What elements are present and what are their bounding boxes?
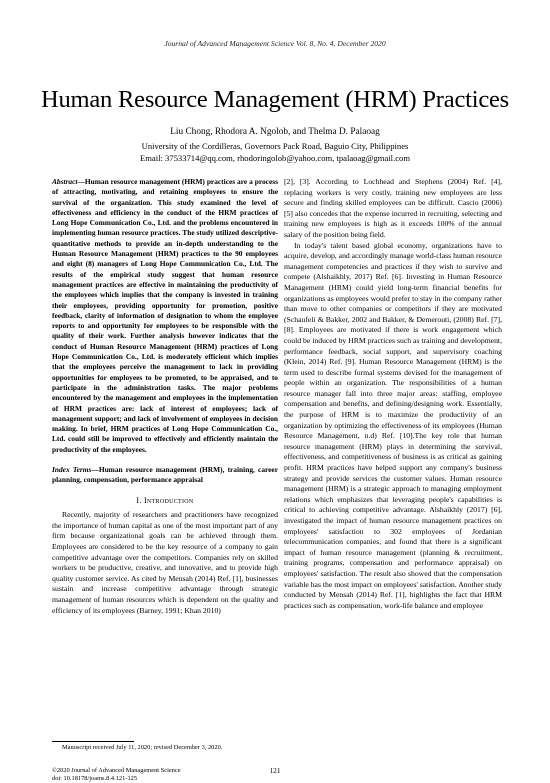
body-paragraph-1: [2], [3]. According to Lochhead and Stephens (2004) Ref. [4], replacing workers is very costly, training new employees are less secure and finding skilled employees can be difficult. Cascio (2006) [5] also concedes that the expense incurred in recruiting, selecting and training new employees is high as it exceeds 100% of the annual salary of the position being field. bbox=[284, 177, 502, 239]
author-list: Liu Chong, Rhodora A. Ngolob, and Thelma D. Palaoag bbox=[170, 127, 380, 137]
index-terms-label: Index Terms bbox=[52, 465, 92, 475]
author-emails: Email: 37533714@qq.com, rhodoringolob@yahoo.com, tpalaoag@gmail.com bbox=[139, 153, 411, 163]
manuscript-footnote: Manuscript received July 11, 2020; revised December 3, 2020. bbox=[62, 744, 223, 751]
page-number: 121 bbox=[269, 766, 281, 775]
paper-title: Human Resource Management (HRM) Practices bbox=[40, 86, 510, 113]
affiliation: University of the Cordilleras, Governors Pack Road, Baguio City, Philippines bbox=[141, 141, 409, 151]
running-head: Journal of Advanced Management Science Vol. 8, No. 4, December 2020 bbox=[164, 39, 386, 48]
introduction-paragraph: Recently, majority of researchers and practitioners have recognized the importance of human capital as one of the most important part of any firm because organizational goals can be achieved through them. Employees are considered to be the key resource of a company to gain competitive advantage over the competitors. Companies rely on skilled workers to be productive, creative, and innovative, and to provide high quality customer service. As cited by Mensah (2014) Ref. [1], businesses sustain and increase competitive advantage through strategic management of human resources which is dependent on the quality and efficiency of its employees (Barney, 1991; Khan 2010) bbox=[52, 510, 278, 615]
left-column bbox=[52, 177, 278, 616]
abstract-label: Abstract bbox=[52, 177, 78, 186]
index-terms bbox=[52, 465, 278, 486]
body-paragraph-2: In today's talent based global economy, organizations have to acquire, develop, and accordingly manage world-class human resource management competencies and practices if they wish to survive and compete (Alshaikhly, 2017) Ref. [6]. Investing in Human Resource Management (HRM) could yield long-term financial benefits for organizations as employees would prefer to stay in the company rather than move to other companies or competitors if they are motivated (Schaufeli & Bakker, 2002 and Bakker, & Demerouti, (2008) Ref. [7], [8]. Employees are motivated if there is work engagement which could be induced by HRM practices such as training and development, performance feedback, social support, and supervisory coaching (Klein, 2014) Ref. [9]. Human Resource Management (HRM) is the term used to describe formal systems devised for the management of people within an organization. The responsibilities of a human resource manager fall into three major areas: staffing, employee compensation and benefits, and defining/designing work. Essentially, the purpose of HRM is to maximize the productivity of an organization by optimizing the effectiveness of its employees (Human Resource Management, n.d) Ref. [10].The key role that human resource management (HRM) plays in determining the survival, effectiveness, and competitiveness of business is as critical as gaining profit. HRM practices have helped support any company's business strategy and provide services the customer values. Human resource management (HRM) is a strategic approach to managing employment relations which emphasizes that leveraging people's capabilities is critical to achieving competitive advantage. Alshaikhly (2017) [6], investigated the impact of human resource management practices on employees' satisfaction to 302 employees of Jordanian telecommunication companies, and found that there is a significant impact of human resource management (planning & recruitment, training programs, compensation and performance appraisal) on employees' satisfaction. The result also showed that the compensation variable has the most impact on employees' satisfaction. Another study conducted by Mensah (2014) Ref. [1], highlights the fact that HRM practices such as compensation, work-life balance and employee bbox=[284, 240, 502, 610]
footnote-divider bbox=[52, 741, 134, 742]
doi: doi: 10.18178/joams.8.4.121-125 bbox=[52, 775, 138, 782]
copyright-notice: ©2020 Journal of Advanced Management Science bbox=[52, 767, 181, 774]
index-terms-text: —Human resource management (HRM), training, career planning, compensation, performance appraisal bbox=[52, 465, 278, 485]
right-column bbox=[284, 177, 502, 611]
section-heading-introduction: I. Introduction bbox=[136, 495, 194, 505]
abstract-text: —Human resource management (HRM) practices are a process of attracting, motivating, and retaining employees to ensure the survival of the organization. This study examined the level of effectiveness and efficiency in the conduct of the HRM practices of Long Hope Communication Co., Ltd. and the problems encountered in implementing human resource practices. The study utilized descriptive- quantitative methods to provide an in-depth understanding to the Human Resource Management (HRM) practices to the 90 employees and eight (8) managers of Long Hope Communication Co., Ltd. The results of the empirical study suggest that human resource management practices are effective in maintaining the productivity of the employees which implies that the company is invested in training their employees, providing opportunity for promotion, positive feedback, clarity of information of designation to whom the employee reports to and opportunity for employees to be responsible with the quality of their work. Further analysis however indicates that the conduct of Human Resource Management (HRM) practices of Long Hope Communication Co., Ltd. is moderately efficient which implies that the employees perceive the management to lack in providing opportunities for employees to be promoted, to be appraised, and to participate in the administration tasks. The major problems encountered by the management and employees in the implementation of HRM practices are: lack of interest of employees; lack of management support; and lack of involvement of employees in decision making. In brief, HRM practices of Long Hope Communication Co., Ltd. could still be improved to effectively and efficiently maintain the productivity of the employees. bbox=[52, 177, 278, 454]
abstract bbox=[52, 177, 278, 455]
